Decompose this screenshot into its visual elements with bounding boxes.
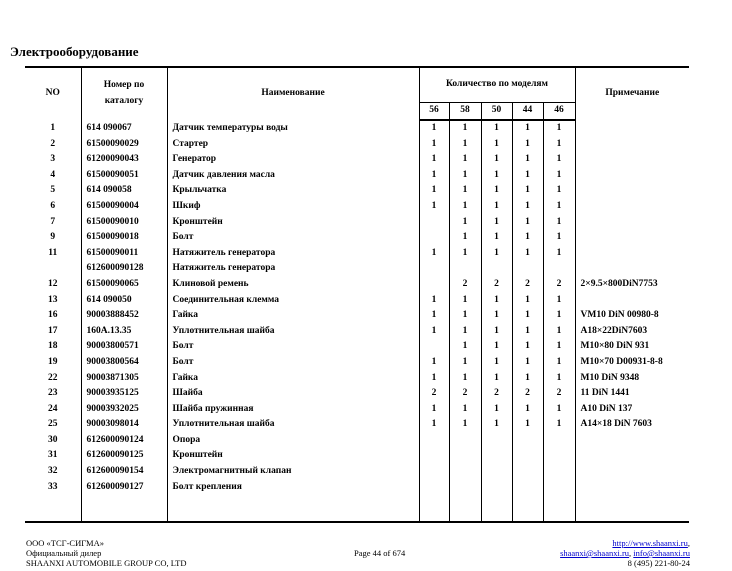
row-qty: 1 (449, 324, 481, 340)
row-qty (543, 480, 575, 496)
table-row (25, 417, 689, 433)
table-row-spacer (25, 495, 689, 522)
row-catalog: 612600090127 (81, 480, 167, 496)
row-no: 32 (48, 466, 58, 477)
row-qty: 1 (481, 355, 512, 371)
row-qty: 1 (543, 308, 575, 324)
row-catalog: 614 090067 (81, 120, 167, 137)
row-qty: 1 (512, 371, 543, 387)
row-note (575, 246, 689, 262)
row-qty: 1 (543, 402, 575, 418)
row-qty: 1 (543, 152, 575, 168)
footer-email-link[interactable]: shaanxi@shaanxi.ru (560, 548, 630, 558)
row-qty: 1 (449, 339, 481, 355)
row-qty: 1 (481, 293, 512, 309)
row-note: A14×18 DiN 7603 (575, 417, 689, 433)
row-qty: 1 (449, 183, 481, 199)
row-qty: 1 (449, 355, 481, 371)
table-row (25, 402, 689, 418)
row-note: M10×70 D00931-8-8 (575, 355, 689, 371)
row-qty (512, 433, 543, 449)
row-note: M10 DiN 9348 (575, 371, 689, 387)
row-no: 3 (50, 154, 56, 165)
header-catalog (81, 67, 167, 120)
row-qty: 1 (481, 137, 512, 153)
row-catalog: 61500090029 (81, 137, 167, 153)
row-no: 16 (48, 310, 58, 321)
row-name: Уплотнительная шайба (167, 324, 419, 340)
row-qty: 1 (419, 417, 449, 433)
row-qty (512, 480, 543, 496)
row-qty: 2 (419, 386, 449, 402)
row-qty: 1 (419, 371, 449, 387)
row-note (575, 137, 689, 153)
spacer-cell (167, 495, 419, 522)
row-qty: 1 (419, 183, 449, 199)
header-model: 46 (543, 103, 575, 121)
row-qty: 1 (512, 308, 543, 324)
table-row (25, 137, 689, 153)
table-row (25, 480, 689, 496)
row-no: 23 (48, 388, 58, 399)
spacer-cell (575, 495, 689, 522)
row-qty: 1 (419, 168, 449, 184)
row-qty: 1 (481, 199, 512, 215)
row-catalog: 61500090051 (81, 168, 167, 184)
row-qty (419, 215, 449, 231)
row-qty: 1 (512, 324, 543, 340)
row-qty: 1 (512, 215, 543, 231)
table-row (25, 433, 689, 449)
row-name: Электромагнитный клапан (167, 464, 419, 480)
row-qty: 1 (512, 199, 543, 215)
row-no: 11 (48, 247, 58, 258)
row-name: Кронштейн (167, 215, 419, 231)
row-catalog: 160A.13.35 (81, 324, 167, 340)
row-no: 5 (50, 185, 56, 196)
table-row (25, 464, 689, 480)
row-name: Клиновой ремень (167, 277, 419, 293)
row-qty: 1 (481, 402, 512, 418)
row-qty: 1 (419, 355, 449, 371)
row-note: A18×22DiN7603 (575, 324, 689, 340)
row-qty (481, 261, 512, 277)
row-qty (481, 464, 512, 480)
footer-dealer: Официальный дилер (26, 548, 102, 558)
row-qty: 1 (419, 120, 449, 137)
row-qty: 1 (543, 199, 575, 215)
table-row (25, 277, 689, 293)
row-qty: 2 (512, 277, 543, 293)
footer-right (560, 538, 690, 568)
row-note (575, 199, 689, 215)
row-qty: 1 (512, 152, 543, 168)
row-qty: 1 (481, 246, 512, 262)
header-model: 56 (419, 103, 449, 121)
row-name: Шкиф (167, 199, 419, 215)
row-qty (449, 480, 481, 496)
row-qty: 1 (543, 324, 575, 340)
row-no: 4 (50, 169, 56, 180)
row-qty (449, 261, 481, 277)
row-qty: 1 (481, 339, 512, 355)
footer-email-sep: , (629, 548, 634, 558)
row-qty (419, 261, 449, 277)
row-qty (419, 230, 449, 246)
row-note (575, 120, 689, 137)
row-qty: 1 (512, 417, 543, 433)
spacer-cell (481, 495, 512, 522)
row-note (575, 293, 689, 309)
row-qty (543, 464, 575, 480)
row-qty (419, 464, 449, 480)
row-note (575, 433, 689, 449)
row-qty (419, 339, 449, 355)
row-name: Натяжитель генератора (167, 261, 419, 277)
row-note (575, 152, 689, 168)
row-catalog: 90003800564 (81, 355, 167, 371)
footer-page: Page 44 of 674 (354, 548, 406, 558)
table-row (25, 261, 689, 277)
header-model: 44 (512, 103, 543, 121)
table-row (25, 152, 689, 168)
row-qty (543, 448, 575, 464)
row-qty: 1 (512, 137, 543, 153)
row-qty: 1 (481, 308, 512, 324)
footer-website-sep: , (687, 538, 690, 548)
footer-left (26, 538, 187, 568)
row-qty: 1 (419, 246, 449, 262)
row-qty (512, 448, 543, 464)
row-name: Болт (167, 339, 419, 355)
row-catalog: 612600090125 (81, 448, 167, 464)
row-catalog: 612600090154 (81, 464, 167, 480)
row-qty: 1 (512, 183, 543, 199)
spacer-cell (81, 495, 167, 522)
row-qty: 1 (543, 230, 575, 246)
row-qty: 1 (449, 246, 481, 262)
row-qty: 1 (449, 308, 481, 324)
row-qty: 1 (543, 417, 575, 433)
spacer-cell (543, 495, 575, 522)
row-qty: 1 (449, 215, 481, 231)
row-note: A10 DiN 137 (575, 402, 689, 418)
row-qty (419, 480, 449, 496)
row-qty: 1 (481, 371, 512, 387)
row-qty: 1 (512, 402, 543, 418)
row-qty (419, 448, 449, 464)
row-no: 19 (48, 356, 58, 367)
row-catalog: 90003932025 (81, 402, 167, 418)
table-row (25, 293, 689, 309)
row-no: 31 (48, 450, 58, 461)
row-no: 33 (48, 481, 58, 492)
row-qty: 1 (543, 355, 575, 371)
row-catalog: 90003935125 (81, 386, 167, 402)
row-catalog: 614 090058 (81, 183, 167, 199)
table-row (25, 355, 689, 371)
row-catalog: 90003098014 (81, 417, 167, 433)
row-note: 11 DiN 1441 (575, 386, 689, 402)
spacer-cell (25, 495, 81, 522)
footer-group: SHAANXI AUTOMOBILE GROUP CO, LTD (26, 558, 187, 568)
row-qty: 1 (419, 199, 449, 215)
row-qty: 1 (512, 355, 543, 371)
row-qty (481, 433, 512, 449)
row-qty (481, 480, 512, 496)
footer-info-email-link[interactable]: info@shaanxi.ru (633, 548, 690, 558)
row-qty: 1 (449, 199, 481, 215)
row-qty: 2 (449, 277, 481, 293)
row-catalog: 612600090124 (81, 433, 167, 449)
header-note: Примечание (575, 67, 689, 120)
row-qty: 2 (481, 386, 512, 402)
table-row (25, 386, 689, 402)
footer-phone: 8 (495) 221-80-24 (627, 558, 690, 568)
row-qty (481, 448, 512, 464)
table-row (25, 183, 689, 199)
table-row (25, 230, 689, 246)
row-note: VM10 DiN 00980-8 (575, 308, 689, 324)
row-qty: 1 (449, 120, 481, 137)
row-qty: 1 (543, 371, 575, 387)
row-qty: 1 (543, 339, 575, 355)
table-row (25, 371, 689, 387)
row-name: Натяжитель генератора (167, 246, 419, 262)
table-row (25, 308, 689, 324)
row-qty: 1 (449, 293, 481, 309)
row-name: Датчик температуры воды (167, 120, 419, 137)
row-qty: 1 (512, 293, 543, 309)
row-qty: 1 (481, 168, 512, 184)
row-no: 18 (48, 341, 58, 352)
row-name: Шайба (167, 386, 419, 402)
header-name: Наименование (167, 67, 419, 120)
row-qty: 1 (449, 152, 481, 168)
row-qty: 1 (481, 120, 512, 137)
row-qty: 2 (481, 277, 512, 293)
header-qty: Количество по моделям (419, 67, 575, 103)
row-qty: 1 (419, 152, 449, 168)
row-qty: 1 (481, 417, 512, 433)
row-qty: 1 (419, 293, 449, 309)
row-note (575, 261, 689, 277)
row-no: 1 (50, 122, 56, 133)
row-catalog: 612600090128 (81, 261, 167, 277)
row-no: 30 (48, 434, 58, 445)
header-model: 58 (449, 103, 481, 121)
row-no: 12 (48, 278, 58, 289)
row-qty: 1 (543, 183, 575, 199)
row-no: 7 (50, 216, 56, 227)
row-no: 9 (50, 232, 56, 243)
row-note: M10×80 DiN 931 (575, 339, 689, 355)
row-name: Шайба пружинная (167, 402, 419, 418)
row-catalog: 61500090010 (81, 215, 167, 231)
row-catalog: 90003871305 (81, 371, 167, 387)
row-name: Датчик давления масла (167, 168, 419, 184)
row-qty: 1 (419, 402, 449, 418)
row-note: 2×9.5×800DiN7753 (575, 277, 689, 293)
row-name: Генератор (167, 152, 419, 168)
row-qty: 1 (449, 230, 481, 246)
row-qty (512, 261, 543, 277)
table-row (25, 339, 689, 355)
row-name: Болт крепления (167, 480, 419, 496)
row-catalog: 90003888452 (81, 308, 167, 324)
row-note (575, 448, 689, 464)
footer-website-link[interactable]: http://www.shaanxi.ru (612, 538, 688, 548)
row-qty (419, 277, 449, 293)
row-no: 25 (48, 419, 58, 430)
row-name: Болт (167, 230, 419, 246)
row-qty (512, 464, 543, 480)
row-qty: 1 (512, 168, 543, 184)
section-title: Электрооборудование (10, 44, 139, 59)
row-qty: 1 (419, 308, 449, 324)
table-row (25, 168, 689, 184)
table-row (25, 215, 689, 231)
row-no: 6 (50, 200, 56, 211)
header-catalog-line1: Номер по (103, 80, 145, 91)
row-catalog: 90003800571 (81, 339, 167, 355)
row-qty: 2 (512, 386, 543, 402)
table-row (25, 120, 689, 137)
table-row (25, 199, 689, 215)
row-name: Стартер (167, 137, 419, 153)
row-qty: 1 (543, 120, 575, 137)
row-qty: 1 (512, 246, 543, 262)
spacer-cell (419, 495, 449, 522)
row-note (575, 230, 689, 246)
row-catalog: 61500090018 (81, 230, 167, 246)
row-qty: 1 (449, 417, 481, 433)
row-catalog: 61500090065 (81, 277, 167, 293)
row-no: 13 (48, 294, 58, 305)
row-qty: 2 (543, 277, 575, 293)
row-qty: 2 (543, 386, 575, 402)
table-row (25, 246, 689, 262)
row-name: Опора (167, 433, 419, 449)
row-qty: 1 (543, 137, 575, 153)
row-qty (419, 433, 449, 449)
header-no: NO (25, 67, 81, 120)
row-no: 2 (50, 138, 56, 149)
row-no (25, 261, 81, 277)
row-no: 22 (48, 372, 58, 383)
row-catalog: 61500090004 (81, 199, 167, 215)
row-name: Кронштейн (167, 448, 419, 464)
row-note (575, 168, 689, 184)
row-qty: 1 (543, 215, 575, 231)
row-qty: 1 (481, 324, 512, 340)
row-qty: 1 (449, 168, 481, 184)
row-qty: 1 (481, 183, 512, 199)
row-catalog: 61200090043 (81, 152, 167, 168)
row-no: 24 (48, 403, 58, 414)
row-qty: 1 (512, 120, 543, 137)
table-body (25, 120, 689, 522)
row-qty: 2 (449, 386, 481, 402)
row-qty: 1 (481, 152, 512, 168)
row-qty: 1 (512, 339, 543, 355)
row-qty (543, 433, 575, 449)
header-catalog-line2: каталогу (104, 96, 144, 106)
header-model: 50 (481, 103, 512, 121)
row-note (575, 480, 689, 496)
row-note (575, 183, 689, 199)
row-qty (543, 261, 575, 277)
row-no: 17 (48, 325, 58, 336)
row-qty: 1 (419, 137, 449, 153)
row-note (575, 215, 689, 231)
row-qty (449, 464, 481, 480)
row-qty: 1 (481, 230, 512, 246)
row-catalog: 614 090050 (81, 293, 167, 309)
table-row (25, 448, 689, 464)
row-qty: 1 (543, 246, 575, 262)
row-qty (449, 433, 481, 449)
row-name: Соединительная клемма (167, 293, 419, 309)
row-catalog: 61500090011 (81, 246, 167, 262)
row-qty: 1 (543, 293, 575, 309)
row-note (575, 464, 689, 480)
row-qty: 1 (449, 137, 481, 153)
row-qty: 1 (449, 371, 481, 387)
row-name: Гайка (167, 308, 419, 324)
row-qty: 1 (543, 168, 575, 184)
footer-company: ООО «ТСГ-СИГМА» (26, 538, 104, 548)
row-qty: 1 (512, 230, 543, 246)
parts-table (25, 66, 689, 523)
spacer-cell (512, 495, 543, 522)
row-qty: 1 (449, 402, 481, 418)
table-row (25, 324, 689, 340)
row-name: Крыльчатка (167, 183, 419, 199)
row-qty (449, 448, 481, 464)
row-qty: 1 (481, 215, 512, 231)
row-name: Уплотнительная шайба (167, 417, 419, 433)
row-name: Болт (167, 355, 419, 371)
spacer-cell (449, 495, 481, 522)
row-qty: 1 (419, 324, 449, 340)
row-name: Гайка (167, 371, 419, 387)
